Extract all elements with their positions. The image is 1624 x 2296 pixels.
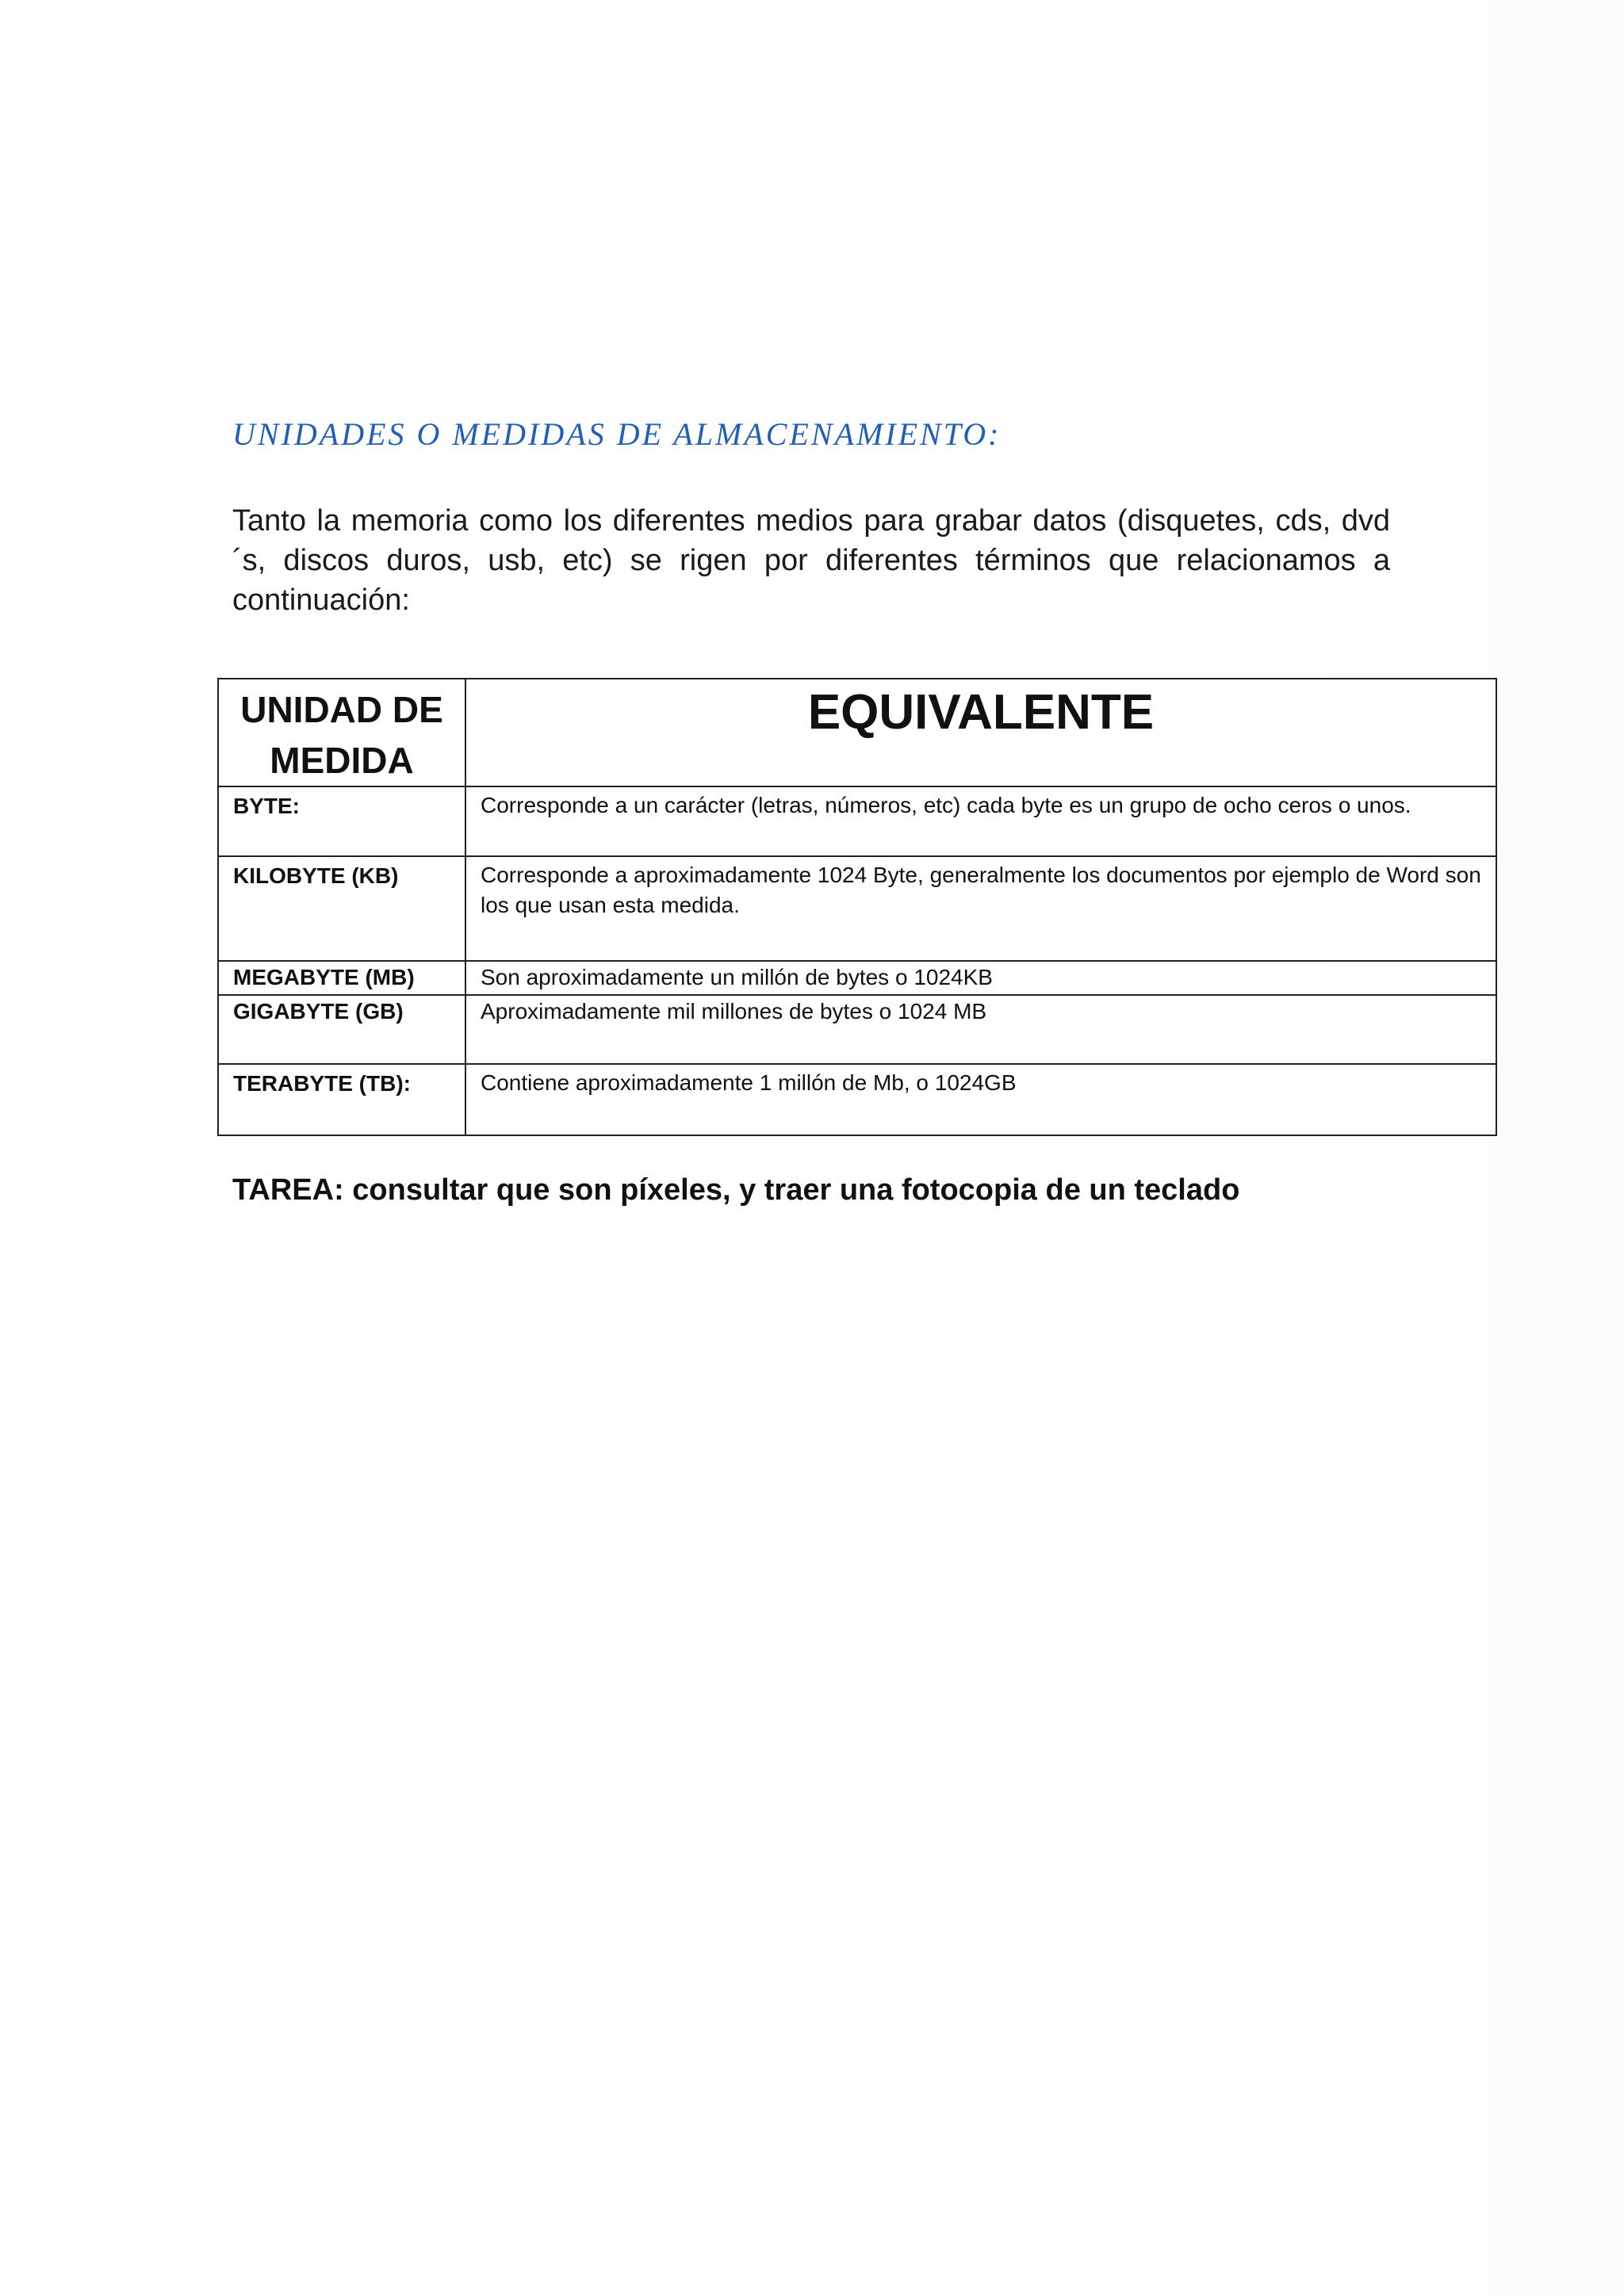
description-cell: Corresponde a aproximadamente 1024 Byte, generalmente los documentos por ejemplo de Word son los que usan esta medida.: [465, 856, 1496, 961]
unit-cell: KILOBYTE (KB): [218, 856, 465, 961]
description-cell: Corresponde a un carácter (letras, números, etc) cada byte es un grupo de ocho ceros o unos.: [465, 786, 1496, 856]
table-row: [218, 995, 1496, 1064]
description-cell: Aproximadamente mil millones de bytes o 1024 MB: [465, 995, 1496, 1064]
unit-cell: MEGABYTE (MB): [218, 961, 465, 995]
table-row: [218, 1064, 1496, 1135]
storage-units-table: [217, 678, 1497, 1136]
description-cell: Son aproximadamente un millón de bytes o 1024KB: [465, 961, 1496, 995]
table-row: [218, 786, 1496, 856]
table-header-row: [218, 679, 1496, 786]
description-cell: Contiene aproximadamente 1 millón de Mb, o 1024GB: [465, 1064, 1496, 1135]
header-unit: UNIDAD DE MEDIDA: [218, 679, 465, 786]
unit-cell: TERABYTE (TB):: [218, 1064, 465, 1135]
table-row: [218, 856, 1496, 961]
intro-paragraph: Tanto la memoria como los diferentes medios para grabar datos (disquetes, cds, dvd´s, discos duros, usb, etc) se rigen por diferentes términos que relacionamos a continuación:: [232, 504, 1390, 617]
table-row: [218, 961, 1496, 995]
unit-cell: BYTE:: [218, 786, 465, 856]
task-note: TAREA: consultar que son píxeles, y traer una fotocopia de un teclado: [232, 1173, 1240, 1207]
header-equivalent: EQUIVALENTE: [465, 679, 1496, 786]
unit-cell: GIGABYTE (GB): [218, 995, 465, 1064]
document-title: UNIDADES O MEDIDAS DE ALMACENAMIENTO:: [232, 416, 1002, 452]
